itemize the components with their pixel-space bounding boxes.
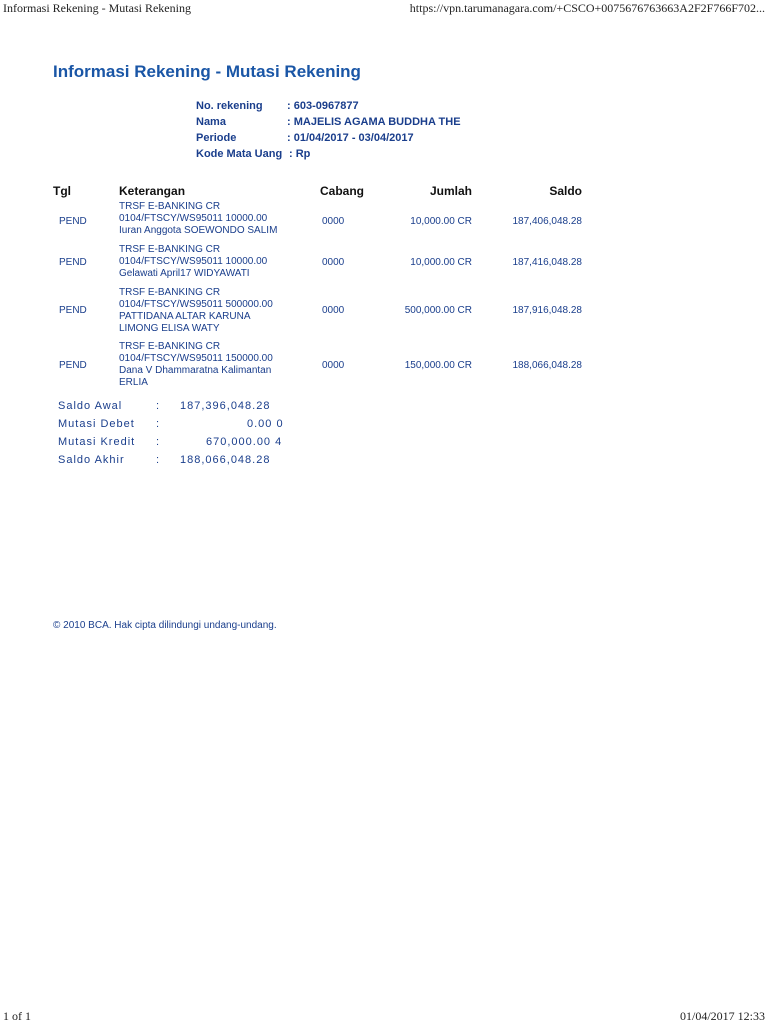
summary-label: Mutasi Debet: [58, 418, 135, 430]
row-tgl: PEND: [59, 360, 87, 371]
print-header-title: Informasi Rekening - Mutasi Rekening: [3, 1, 191, 15]
account-number-label: No. rekening: [196, 100, 263, 112]
summary-label: Saldo Akhir: [58, 454, 125, 466]
header-jumlah: Jumlah: [429, 184, 472, 198]
row-description-line: 0104/FTSCY/WS95011 500000.00: [119, 299, 273, 310]
summary-value: 670,000.00 4: [206, 436, 283, 448]
row-description-line: TRSF E-BANKING CR: [119, 244, 221, 255]
header-tgl: Tgl: [53, 184, 71, 198]
page-title: Informasi Rekening - Mutasi Rekening: [53, 62, 361, 81]
summary-label: Saldo Awal: [58, 400, 123, 412]
account-name-label: Nama: [196, 116, 226, 128]
row-saldo: 187,406,048.28: [512, 216, 582, 227]
row-description: [119, 341, 299, 389]
row-description-line: TRSF E-BANKING CR: [119, 201, 221, 212]
account-name-value: : MAJELIS AGAMA BUDDHA THE: [287, 116, 461, 128]
summary-value: 0.00 0: [247, 418, 284, 430]
row-jumlah: 500,000.00 CR: [404, 305, 472, 316]
account-number-value: : 603-0967877: [287, 100, 359, 112]
print-footer-datetime: 01/04/2017 12:33: [679, 1009, 765, 1023]
summary-colon: :: [156, 400, 161, 412]
header-cabang: Cabang: [320, 184, 365, 198]
row-cabang: 0000: [322, 216, 345, 227]
row-description-line: PATTIDANA ALTAR KARUNA: [119, 311, 251, 322]
row-saldo: 187,916,048.28: [512, 305, 582, 316]
row-jumlah: 10,000.00 CR: [410, 216, 472, 227]
row-description-line: Dana V Dhammaratna Kalimantan: [119, 365, 272, 376]
summary-colon: :: [156, 436, 161, 448]
row-tgl: PEND: [59, 216, 87, 227]
period-label: Periode: [196, 132, 237, 144]
row-description-line: 0104/FTSCY/WS95011 10000.00: [119, 256, 268, 267]
header-saldo: Saldo: [549, 184, 582, 198]
row-description-line: LIMONG ELISA WATY: [119, 323, 220, 334]
summary-value: 187,396,048.28: [180, 400, 271, 412]
row-description-line: 0104/FTSCY/WS95011 10000.00: [119, 213, 268, 224]
row-cabang: 0000: [322, 305, 345, 316]
row-tgl: PEND: [59, 305, 87, 316]
row-saldo: 187,416,048.28: [512, 257, 582, 268]
summary-colon: :: [156, 454, 161, 466]
row-jumlah: 10,000.00 CR: [410, 257, 472, 268]
row-saldo: 188,066,048.28: [512, 360, 582, 371]
row-description-line: TRSF E-BANKING CR: [119, 341, 221, 352]
row-description: [119, 201, 299, 237]
period-value: : 01/04/2017 - 03/04/2017: [287, 132, 414, 144]
print-footer: [0, 1009, 768, 1025]
row-cabang: 0000: [322, 360, 345, 371]
row-description-line: Gelawati April17 WIDYAWATI: [119, 268, 250, 279]
row-description-line: Iuran Anggota SOEWONDO SALIM: [119, 225, 278, 236]
currency-value: : Rp: [289, 148, 311, 160]
print-header: [0, 1, 768, 17]
row-description: [119, 244, 299, 280]
row-description-line: ERLIA: [119, 377, 148, 388]
copyright-text: © 2010 BCA. Hak cipta dilindungi undang-undang.: [53, 620, 277, 631]
print-footer-page: 1 of 1: [3, 1009, 31, 1023]
row-jumlah: 150,000.00 CR: [404, 360, 472, 371]
row-tgl: PEND: [59, 257, 87, 268]
row-description-line: 0104/FTSCY/WS95011 150000.00: [119, 353, 273, 364]
print-header-url: https://vpn.tarumanagara.com/+CSCO+0075676763663A2F2F766F702...: [409, 1, 765, 15]
summary-colon: :: [156, 418, 161, 430]
currency-label: Kode Mata Uang: [196, 148, 283, 160]
header-keterangan: Keterangan: [119, 184, 186, 198]
row-cabang: 0000: [322, 257, 345, 268]
summary-label: Mutasi Kredit: [58, 436, 136, 448]
row-description: [119, 287, 299, 335]
summary-value: 188,066,048.28: [180, 454, 271, 466]
row-description-line: TRSF E-BANKING CR: [119, 287, 221, 298]
